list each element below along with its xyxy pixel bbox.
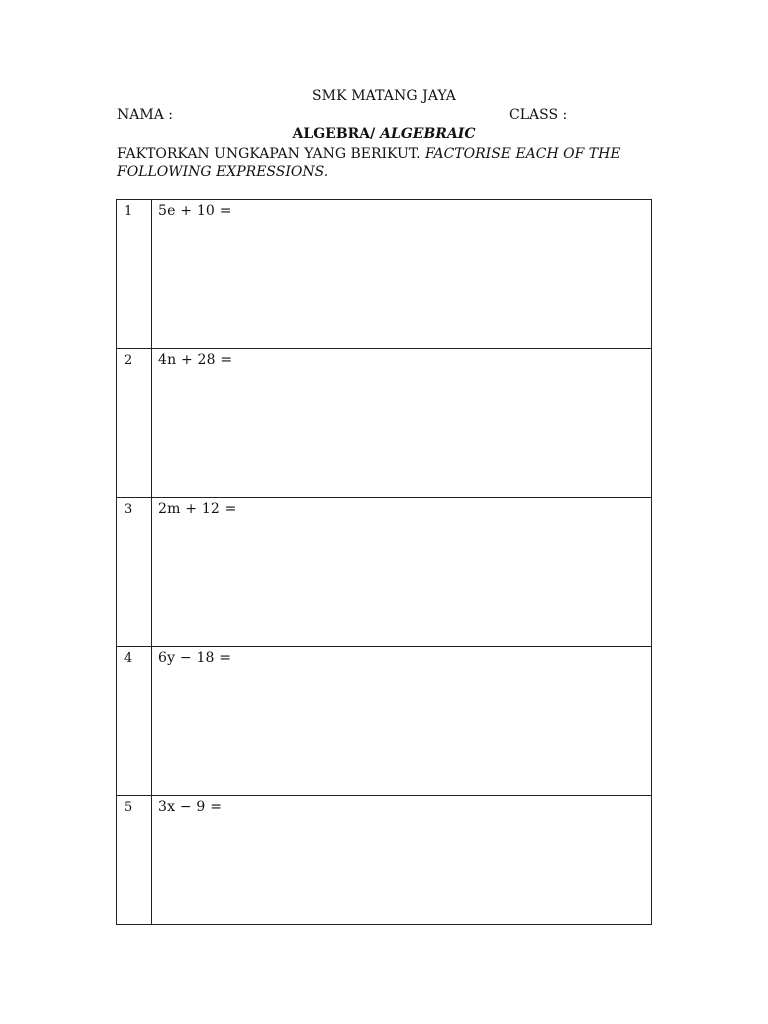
question-expression: 3x − 9 =	[158, 799, 223, 815]
question-expression: 2m + 12 =	[158, 501, 237, 517]
instruction-english: FACTORISE EACH OF THE FOLLOWING EXPRESSIONS.	[117, 146, 621, 180]
question-row	[117, 200, 652, 349]
name-label: NAMA :	[117, 107, 173, 123]
topic-title	[0, 126, 768, 142]
question-expression: 6y − 18 =	[158, 650, 232, 666]
question-expression: 5e + 10 =	[158, 203, 232, 219]
question-row	[117, 498, 652, 647]
question-number: 5	[117, 796, 152, 925]
topic-title-malay: ALGEBRA/	[292, 126, 376, 142]
question-number: 3	[117, 498, 152, 647]
school-name: SMK MATANG JAYA	[311, 88, 456, 104]
question-row	[117, 647, 652, 796]
question-expression: 4n + 28 =	[158, 352, 233, 368]
question-number: 1	[117, 200, 152, 349]
question-answer-space[interactable]	[152, 647, 652, 796]
question-row	[117, 796, 652, 925]
questions-table	[116, 199, 652, 925]
topic-title-english: ALGEBRAIC	[380, 126, 476, 142]
question-answer-space[interactable]	[152, 349, 652, 498]
question-row	[117, 349, 652, 498]
question-answer-space[interactable]	[152, 498, 652, 647]
class-label: CLASS :	[509, 107, 568, 123]
instruction-malay: FAKTORKAN UNGKAPAN YANG BERIKUT.	[117, 146, 421, 162]
question-answer-space[interactable]	[152, 796, 652, 925]
question-answer-space[interactable]	[152, 200, 652, 349]
question-number: 2	[117, 349, 152, 498]
instruction	[117, 145, 637, 181]
question-number: 4	[117, 647, 152, 796]
